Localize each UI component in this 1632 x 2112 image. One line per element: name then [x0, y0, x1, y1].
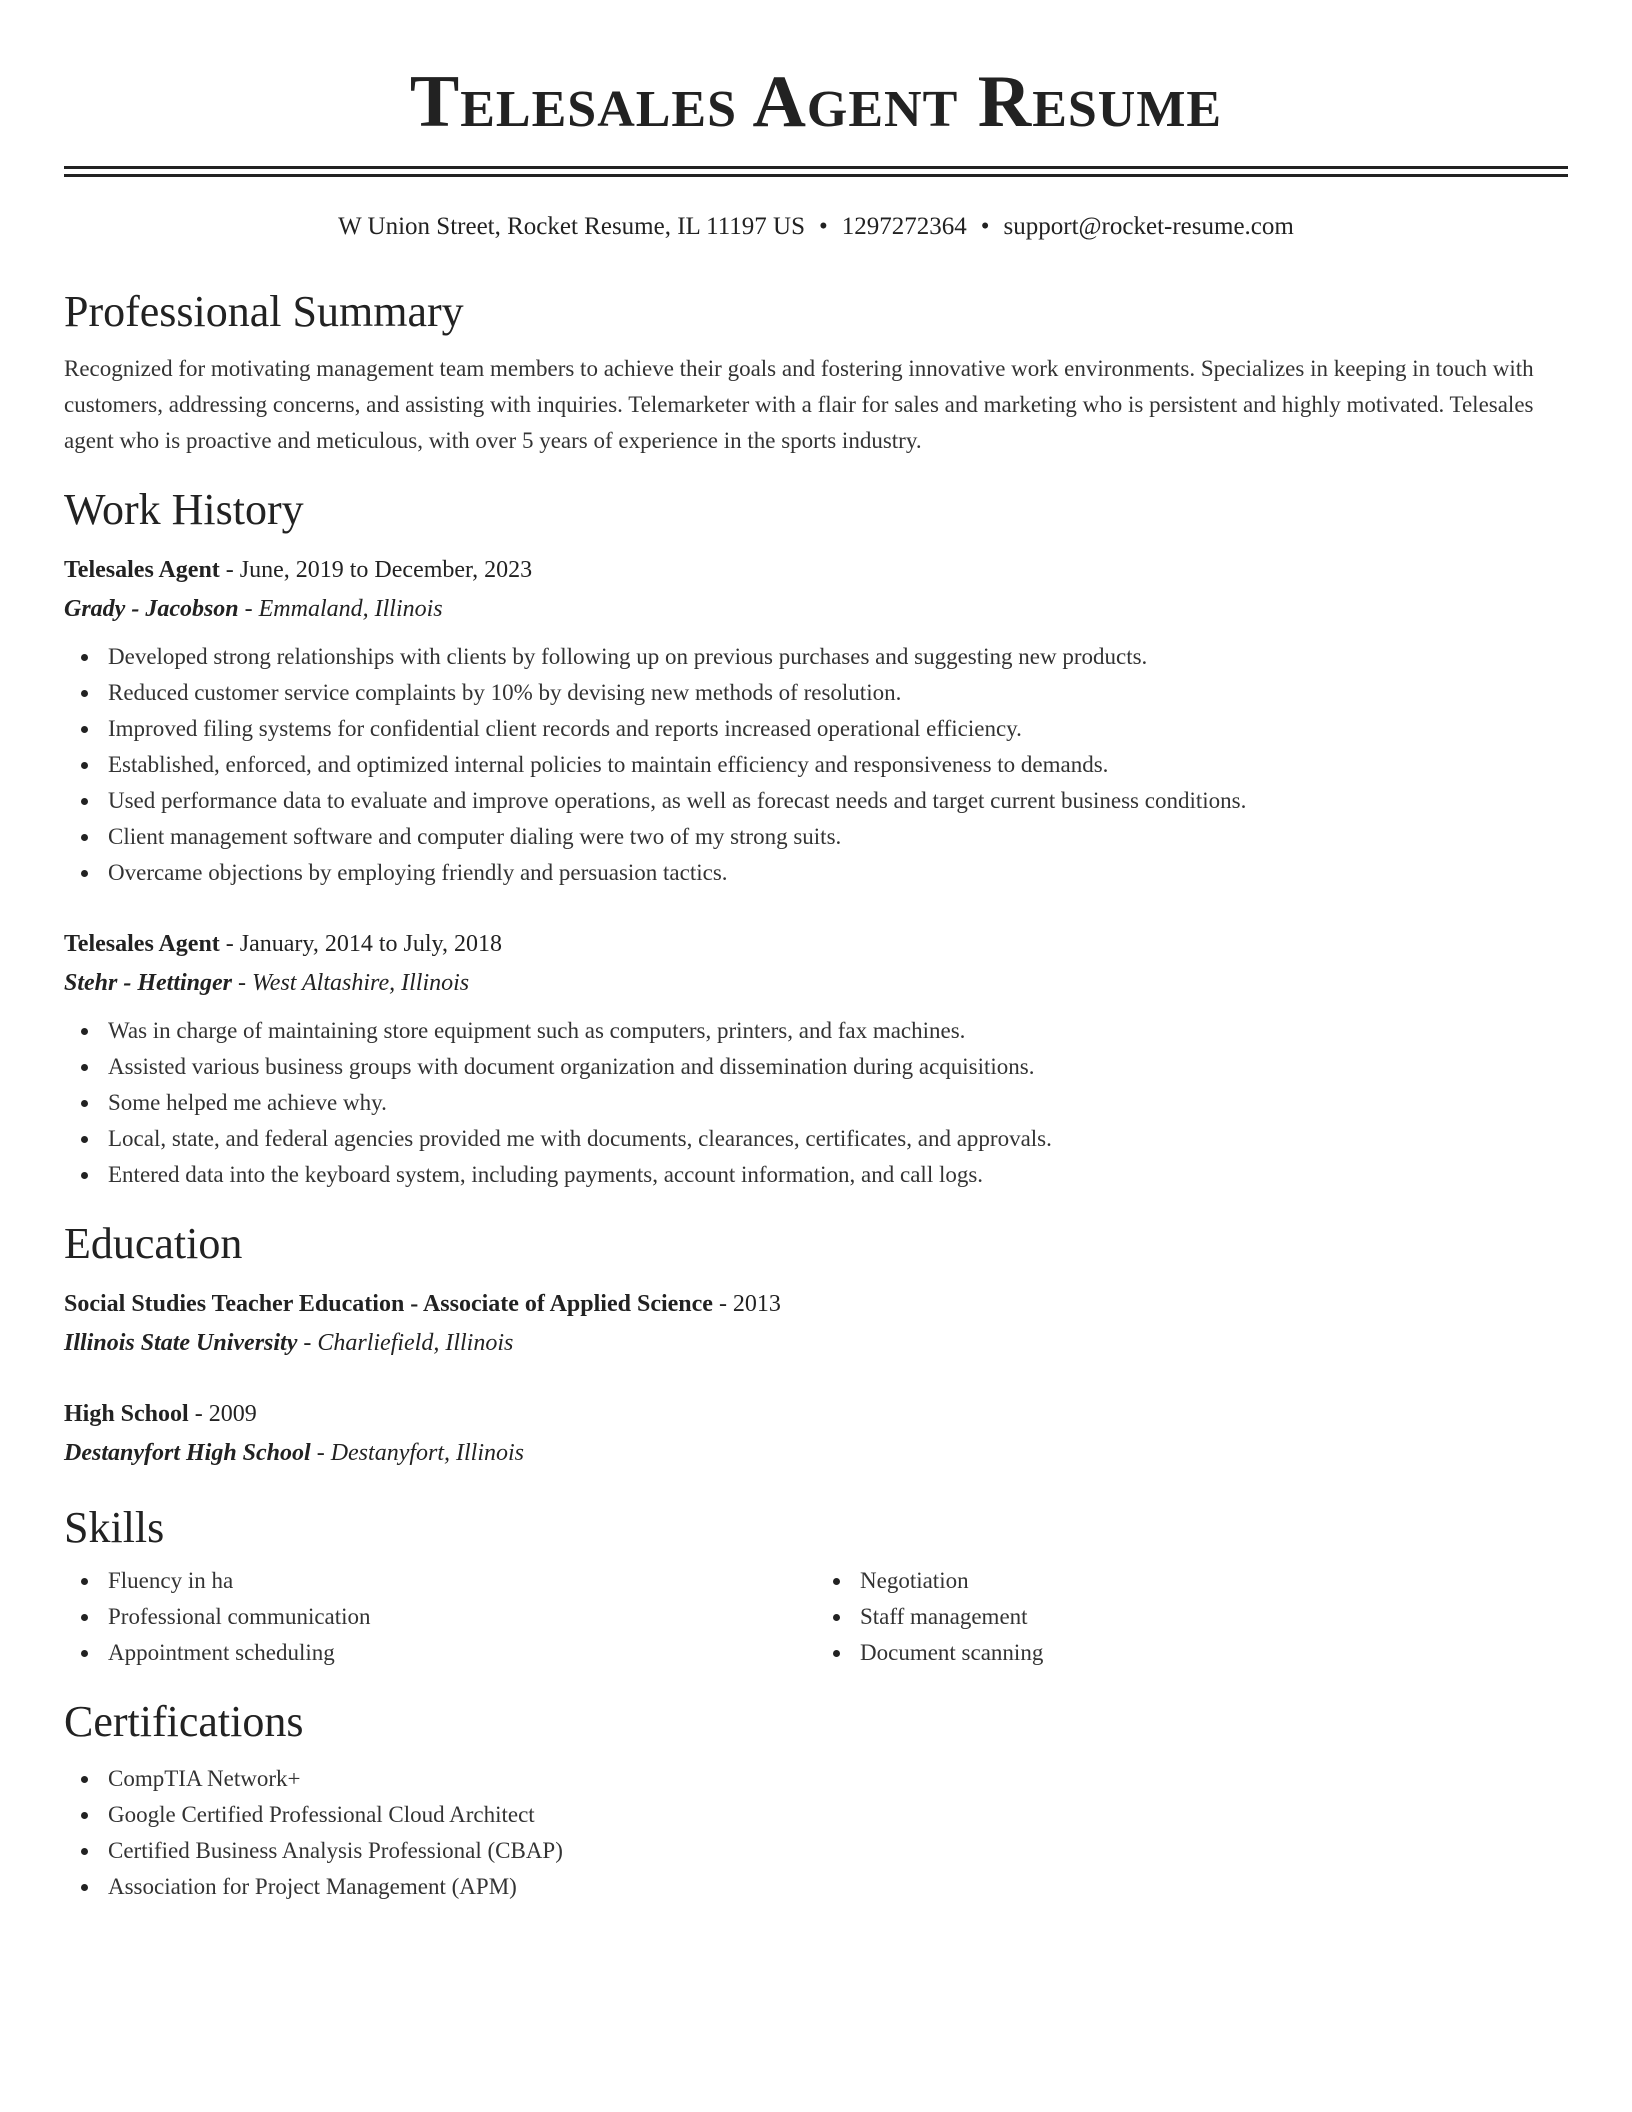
- job-bullets: [64, 1013, 1568, 1193]
- skills-list-left: [64, 1563, 816, 1671]
- job-title: Telesales Agent: [64, 557, 220, 583]
- job-title-line: [64, 551, 1568, 589]
- certification-item: Certified Business Analysis Professional (CBAP): [108, 1833, 1568, 1869]
- job-entry: [64, 925, 1568, 1193]
- school-location: - Destanyfort, Illinois: [310, 1440, 525, 1466]
- degree-year: - 2009: [188, 1401, 257, 1427]
- job-entry: [64, 551, 1568, 891]
- skills-columns: [64, 1563, 1568, 1671]
- skill-item: Staff management: [860, 1599, 1568, 1635]
- school-line: [64, 1433, 1568, 1473]
- skills-list-right: [816, 1563, 1568, 1671]
- job-location: - Emmaland, Illinois: [238, 596, 443, 622]
- work-history-heading: Work History: [64, 485, 304, 534]
- skill-item: Negotiation: [860, 1563, 1568, 1599]
- job-company-line: [64, 963, 1568, 1003]
- certifications-list: [64, 1761, 1568, 1905]
- job-title: Telesales Agent: [64, 931, 220, 957]
- contact-email: support@rocket-resume.com: [1003, 213, 1294, 240]
- certification-item: Google Certified Professional Cloud Architect: [108, 1797, 1568, 1833]
- contact-line: [64, 211, 1568, 243]
- degree-year: - 2013: [712, 1291, 781, 1317]
- list-item: Reduced customer service complaints by 10% by devising new methods of resolution.: [108, 675, 1568, 711]
- skill-item: Appointment scheduling: [108, 1635, 816, 1671]
- degree-line: [64, 1285, 1568, 1323]
- list-item: Improved filing systems for confidential client records and reports increased operational efficiency.: [108, 711, 1568, 747]
- job-company: Stehr - Hettinger: [64, 970, 233, 996]
- school-name: Illinois State University: [64, 1330, 298, 1356]
- job-title-line: [64, 925, 1568, 963]
- skill-item: Professional communication: [108, 1599, 816, 1635]
- job-company: Grady - Jacobson: [64, 596, 239, 622]
- list-item: Overcame objections by employing friendly and persuasion tactics.: [108, 855, 1568, 891]
- job-location: - West Altashire, Illinois: [232, 970, 470, 996]
- education-heading: Education: [64, 1219, 243, 1268]
- list-item: Developed strong relationships with clients by following up on previous purchases and suggesting new products.: [108, 639, 1568, 675]
- contact-phone: 1297272364: [841, 213, 967, 240]
- education-entry: [64, 1395, 1568, 1473]
- list-item: Local, state, and federal agencies provided me with documents, clearances, certificates, and approvals.: [108, 1121, 1568, 1157]
- job-dates: - January, 2014 to July, 2018: [219, 931, 502, 957]
- school-line: [64, 1323, 1568, 1363]
- contact-address: W Union Street, Rocket Resume, IL 11197 US: [338, 213, 805, 240]
- job-dates: - June, 2019 to December, 2023: [219, 557, 533, 583]
- contact-separator: •: [980, 213, 990, 240]
- school-name: Destanyfort High School: [64, 1440, 311, 1466]
- school-location: - Charliefield, Illinois: [297, 1330, 514, 1356]
- education-entry: [64, 1285, 1568, 1363]
- skill-item: Fluency in ha: [108, 1563, 816, 1599]
- degree: High School: [64, 1401, 189, 1427]
- title-double-rule: [64, 166, 1568, 177]
- list-item: Assisted various business groups with document organization and dissemination during acquisitions.: [108, 1049, 1568, 1085]
- certification-item: CompTIA Network+: [108, 1761, 1568, 1797]
- degree-line: [64, 1395, 1568, 1433]
- list-item: Entered data into the keyboard system, including payments, account information, and call logs.: [108, 1157, 1568, 1193]
- list-item: Was in charge of maintaining store equipment such as computers, printers, and fax machines.: [108, 1013, 1568, 1049]
- list-item: Some helped me achieve why.: [108, 1085, 1568, 1121]
- job-bullets: [64, 639, 1568, 891]
- list-item: Client management software and computer dialing were two of my strong suits.: [108, 819, 1568, 855]
- skills-heading: Skills: [64, 1503, 165, 1552]
- job-company-line: [64, 589, 1568, 629]
- resume-title: Telesales Agent Resume: [409, 61, 1223, 143]
- list-item: Established, enforced, and optimized internal policies to maintain efficiency and responsiveness to demands.: [108, 747, 1568, 783]
- summary-text: Recognized for motivating management team members to achieve their goals and fostering innovative work environments. Specializes in keeping in touch with customers, addressing concerns, and assisting with inquiries. Telemarketer with a flair for sales and marketing who is persistent and highly motivated. Telesales agent who is proactive and meticulous, with over 5 years of experience in the sports industry.: [64, 356, 1534, 453]
- skill-item: Document scanning: [860, 1635, 1568, 1671]
- degree: Social Studies Teacher Education - Associate of Applied Science: [64, 1291, 713, 1317]
- contact-separator: •: [819, 213, 828, 240]
- summary-heading: Professional Summary: [64, 287, 464, 336]
- certification-item: Association for Project Management (APM): [108, 1869, 1568, 1905]
- certifications-heading: Certifications: [64, 1697, 304, 1746]
- list-item: Used performance data to evaluate and improve operations, as well as forecast needs and target current business conditions.: [108, 783, 1568, 819]
